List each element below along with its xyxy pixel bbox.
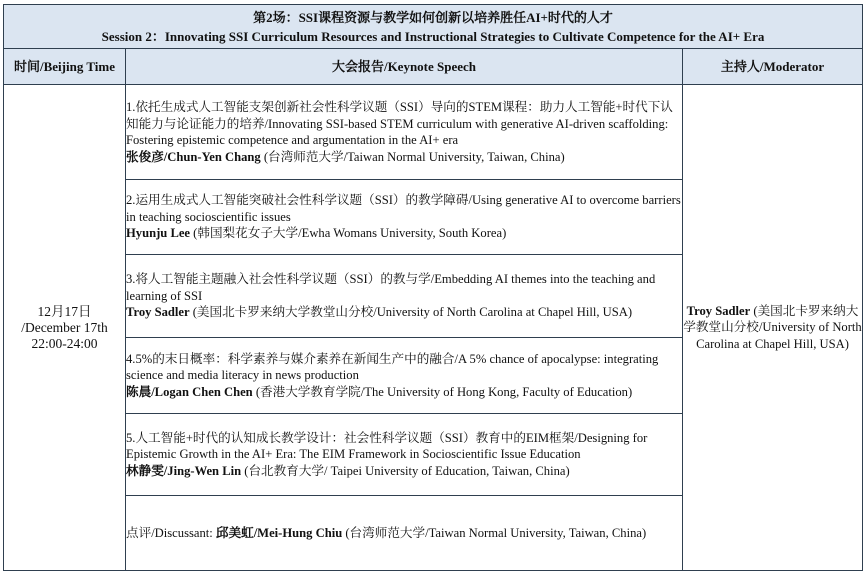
date-zh: 12月17日 bbox=[37, 303, 92, 319]
discussant-label: 点评/Discussant: bbox=[126, 525, 216, 540]
session-schedule-table bbox=[3, 4, 863, 571]
talk-title: 5.人工智能+时代的认知成长教学设计：社会性科学议题（SSI）教育中的EIM框架/Designing for Epistemic Growth in the AI+ Era: The EIM Framework in Socioscientific Issue Education bbox=[126, 430, 648, 462]
header-row bbox=[4, 49, 863, 85]
time-range: 22:00-24:00 bbox=[31, 335, 98, 351]
moderator-name: Troy Sadler bbox=[686, 303, 751, 318]
talk-title: 3.将人工智能主题融入社会性科学议题（SSI）的教与学/Embedding AI themes into the teaching and learning of SSI bbox=[126, 272, 656, 303]
talk-3 bbox=[126, 255, 683, 338]
talk-4 bbox=[126, 338, 683, 414]
date-en: /December 17th bbox=[21, 319, 108, 335]
moderator-affiliation: (美国北卡罗来纳大学教堂山分校/University of North Carolina at Chapel Hill, USA) bbox=[683, 303, 862, 351]
keynote-header: 大会报告/Keynote Speech bbox=[126, 49, 683, 85]
discussant-affiliation: (台湾师范大学/Taiwan Normal University, Taiwan, China) bbox=[342, 525, 647, 540]
speaker-affiliation: (台北教育大学/ Taipei University of Education, Taiwan, China) bbox=[241, 463, 570, 478]
talk-title: 1.依托生成式人工智能支架创新社会性科学议题（SSI）导向的STEM课程：助力人工智能+时代下认知能力与论证能力的培养/Innovating SSI-based STEM curriculum with generative AI-driven scaffolding: Fostering epistemic competence and argumentation in the AI+ era bbox=[126, 100, 673, 147]
speaker-name: Troy Sadler bbox=[126, 305, 190, 320]
speaker-affiliation: (韩国梨花女子大学/Ewha Womans University, South Korea) bbox=[190, 226, 507, 241]
talk-title: 4.5%的末日概率：科学素养与媒介素养在新闻生产中的融合/A 5% chance of apocalypse: integrating science and media literacy in news production bbox=[126, 351, 659, 383]
speaker-name: 张俊彦/Chun-Yen Chang bbox=[126, 149, 261, 164]
time-slot bbox=[4, 85, 126, 571]
moderator-header: 主持人/Moderator bbox=[683, 49, 863, 85]
moderator-cell bbox=[683, 85, 863, 571]
talk-2 bbox=[126, 180, 683, 255]
time-header: 时间/Beijing Time bbox=[4, 49, 126, 85]
discussant bbox=[126, 496, 683, 571]
discussant-name: 邱美虹/Mei-Hung Chiu bbox=[215, 525, 343, 540]
speaker-affiliation: (美国北卡罗来纳大学教堂山分校/University of North Carolina at Chapel Hill, USA) bbox=[189, 305, 633, 320]
talk-title: 2.运用生成式人工智能突破社会性科学议题（SSI）的教学障碍/Using generative AI to overcome barriers in teaching socioscientific issues bbox=[126, 193, 681, 224]
session-title-en: Session 2：Innovating SSI Curriculum Resources and Instructional Strategies to Cultivate Competence for the AI+ Era bbox=[101, 28, 765, 44]
talk-row bbox=[4, 85, 863, 180]
speaker-name: Hyunju Lee bbox=[126, 226, 191, 241]
talk-1 bbox=[126, 85, 683, 180]
session-title-row bbox=[4, 5, 863, 49]
speaker-name: 陈晨/Logan Chen Chen bbox=[126, 384, 253, 399]
speaker-affiliation: (台湾师范大学/Taiwan Normal University, Taiwan, China) bbox=[260, 149, 565, 164]
session-title-zh: 第2场：SSI课程资源与教学如何创新以培养胜任AI+时代的人才 bbox=[253, 9, 613, 25]
talk-5 bbox=[126, 414, 683, 496]
session-title bbox=[4, 5, 863, 49]
speaker-affiliation: (香港大学教育学院/The University of Hong Kong, Faculty of Education) bbox=[252, 384, 633, 399]
speaker-name: 林静雯/Jing-Wen Lin bbox=[126, 463, 242, 478]
